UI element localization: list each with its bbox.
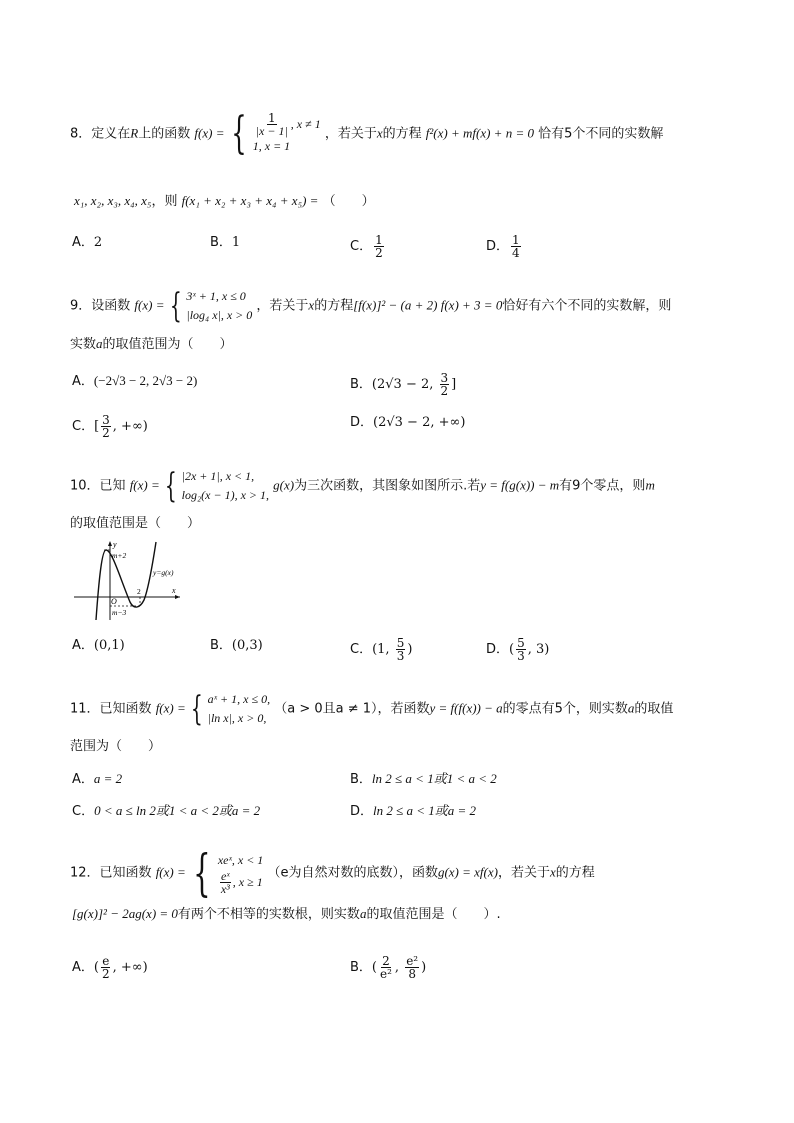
q8-piecewise-cases: $\frac{1}{|x - 1|}$ , x ≠ 1 1, x = 1 (252, 111, 321, 153)
q11-option-a[interactable]: A．a = 2 (72, 771, 123, 787)
q9-option-d[interactable]: D．(2√3 − 2, +∞) (350, 415, 466, 430)
q11-number: 11．已知函数 (70, 701, 152, 717)
q9-option-b[interactable]: B．(2√3 − 2, $\frac{3}{2}$ ] (350, 371, 457, 398)
q11-stem-line1: 11．已知函数 f(x) = { aˣ + 1, x ≤ 0, |ln x|, x > 0, （a > 0且a ≠ 1），若函数y = f(f(x)) − a的零点有5个，则实数a的取值 (70, 689, 674, 729)
q12-option-a[interactable]: A．( $\frac{e}{2}$ , +∞) (72, 954, 148, 981)
q8-option-c[interactable]: C． $\frac{1}{2}$ (350, 233, 383, 260)
curve-label: y=g(x) (153, 568, 174, 577)
y-axis-arrow-icon (108, 541, 112, 546)
q8-piecewise-brace: { (230, 108, 247, 159)
min-value-label: m−3 (112, 608, 127, 617)
q10-stem-line1: 10．已知 f(x) = { |2x + 1|, x < 1, log₂(x − 1), x > 1, g(x)为三次函数，其图象如图所示.若y = f(g(x)) − m有9个零点，则m (70, 466, 655, 506)
x-axis-label: x (172, 586, 176, 595)
q12-piecewise-brace: { (193, 844, 211, 902)
max-value-label: m+2 (112, 551, 127, 560)
q10-option-a[interactable]: A．(0,1) (72, 638, 125, 653)
q9-piecewise-cases: 3ˣ + 1, x ≤ 0 |log₄ x|, x > 0 (186, 289, 253, 322)
q10-piecewise-cases: |2x + 1|, x < 1, log₂(x − 1), x > 1, (181, 469, 270, 502)
q11-piecewise-cases: aˣ + 1, x ≤ 0, |ln x|, x > 0, (207, 692, 271, 725)
x-two-label: 2 (137, 587, 141, 596)
q8-option-b[interactable]: B．1 (210, 235, 241, 250)
q9-piecewise-brace: { (169, 286, 182, 326)
q10-number: 10．已知 (70, 478, 126, 494)
y-axis-label: y (113, 540, 117, 549)
q11-option-d[interactable]: D．ln 2 ≤ a < 1或a = 2 (350, 803, 477, 819)
q10-equation: y = f(g(x)) − m (480, 477, 560, 493)
q10-option-b[interactable]: B．(0,3) (210, 638, 263, 653)
q9-stem-line1: 9．设函数 f(x) = { 3ˣ + 1, x ≤ 0 |log₄ x|, x > 0 ，若关于x的方程[f(x)]² − (a + 2) f(x) + 3 = 0恰好有六个不同的实数解，则 (70, 286, 672, 326)
q11-stem-line2: 范围为（ ） (70, 739, 162, 754)
q12-equation: [g(x)]² − 2ag(x) = 0 (72, 906, 178, 921)
q11-option-b[interactable]: B．ln 2 ≤ a < 1或1 < a < 2 (350, 771, 497, 787)
q12-stem-line2: [g(x)]² − 2ag(x) = 0有两个不相等的实数根，则实数a的取值范围是（ ）. (72, 906, 501, 922)
q8-stem-line2: x₁, x₂, x₃, x₄, x₅，则 f(x₁ + x₂ + x₃ + x₄ + x₅) = （ ） (74, 193, 375, 209)
q8-equation: f²(x) + mf(x) + n = 0 (425, 125, 534, 141)
q8-option-a[interactable]: A．2 (72, 235, 103, 250)
origin-label: O (111, 597, 117, 606)
q12-stem-line1: 12．已知函数 f(x) = { xeˣ, x < 1 $\frac{\text{eˣ}}{\text{x³}}$ , x ≥ 1 （e为自然对数的底数），函数g(x) = xf(x)，若关于x的方程 (70, 844, 595, 902)
q10-option-d[interactable]: D．( $\frac{5}{3}$ , 3) (486, 636, 550, 663)
q12-piecewise-cases: xeˣ, x < 1 $\frac{\text{eˣ}}{\text{x³}}$ , x ≥ 1 (217, 853, 264, 896)
q9-option-a[interactable]: A．(−2√3 − 2, 2√3 − 2) (72, 373, 198, 389)
q11-equation: y = f(f(x)) − a (429, 700, 503, 716)
q9-option-c[interactable]: C．[ $\frac{3}{2}$ , +∞) (72, 413, 148, 440)
q10-option-c[interactable]: C．(1, $\frac{5}{3}$ ) (350, 636, 413, 663)
q9-equation: [f(x)]² − (a + 2) f(x) + 3 = 0 (353, 297, 503, 313)
q8-stem-line1: 8．定义在R上的函数 f(x) = { $\frac{1}{|x - 1|}$ , x ≠ 1 1, x = 1 ，若关于x的方程 f²(x) + mf(x) + n = 0 恰有5个不同的实数解 (70, 108, 664, 159)
q11-piecewise-brace: { (190, 689, 203, 729)
q10-cubic-graph (72, 538, 184, 622)
x-axis-arrow-icon (175, 595, 180, 599)
q8-number: 8． (70, 126, 92, 142)
q12-option-b[interactable]: B．( $\frac{2}{\text{e²}}$ , $\frac{\text{e²}}{8}$ ) (350, 954, 427, 981)
q12-number: 12．已知函数 (70, 865, 152, 881)
q10-stem-line2: 的取值范围是（ ） (70, 516, 201, 531)
q10-piecewise-brace: { (164, 466, 177, 506)
q9-stem-line2: 实数a的取值范围为（ ） (70, 336, 233, 352)
q9-number: 9．设函数 (70, 298, 131, 314)
q11-option-c[interactable]: C．0 < a ≤ ln 2或1 < a < 2或a = 2 (72, 803, 261, 819)
q8-option-d[interactable]: D． $\frac{1}{4}$ (486, 233, 520, 260)
